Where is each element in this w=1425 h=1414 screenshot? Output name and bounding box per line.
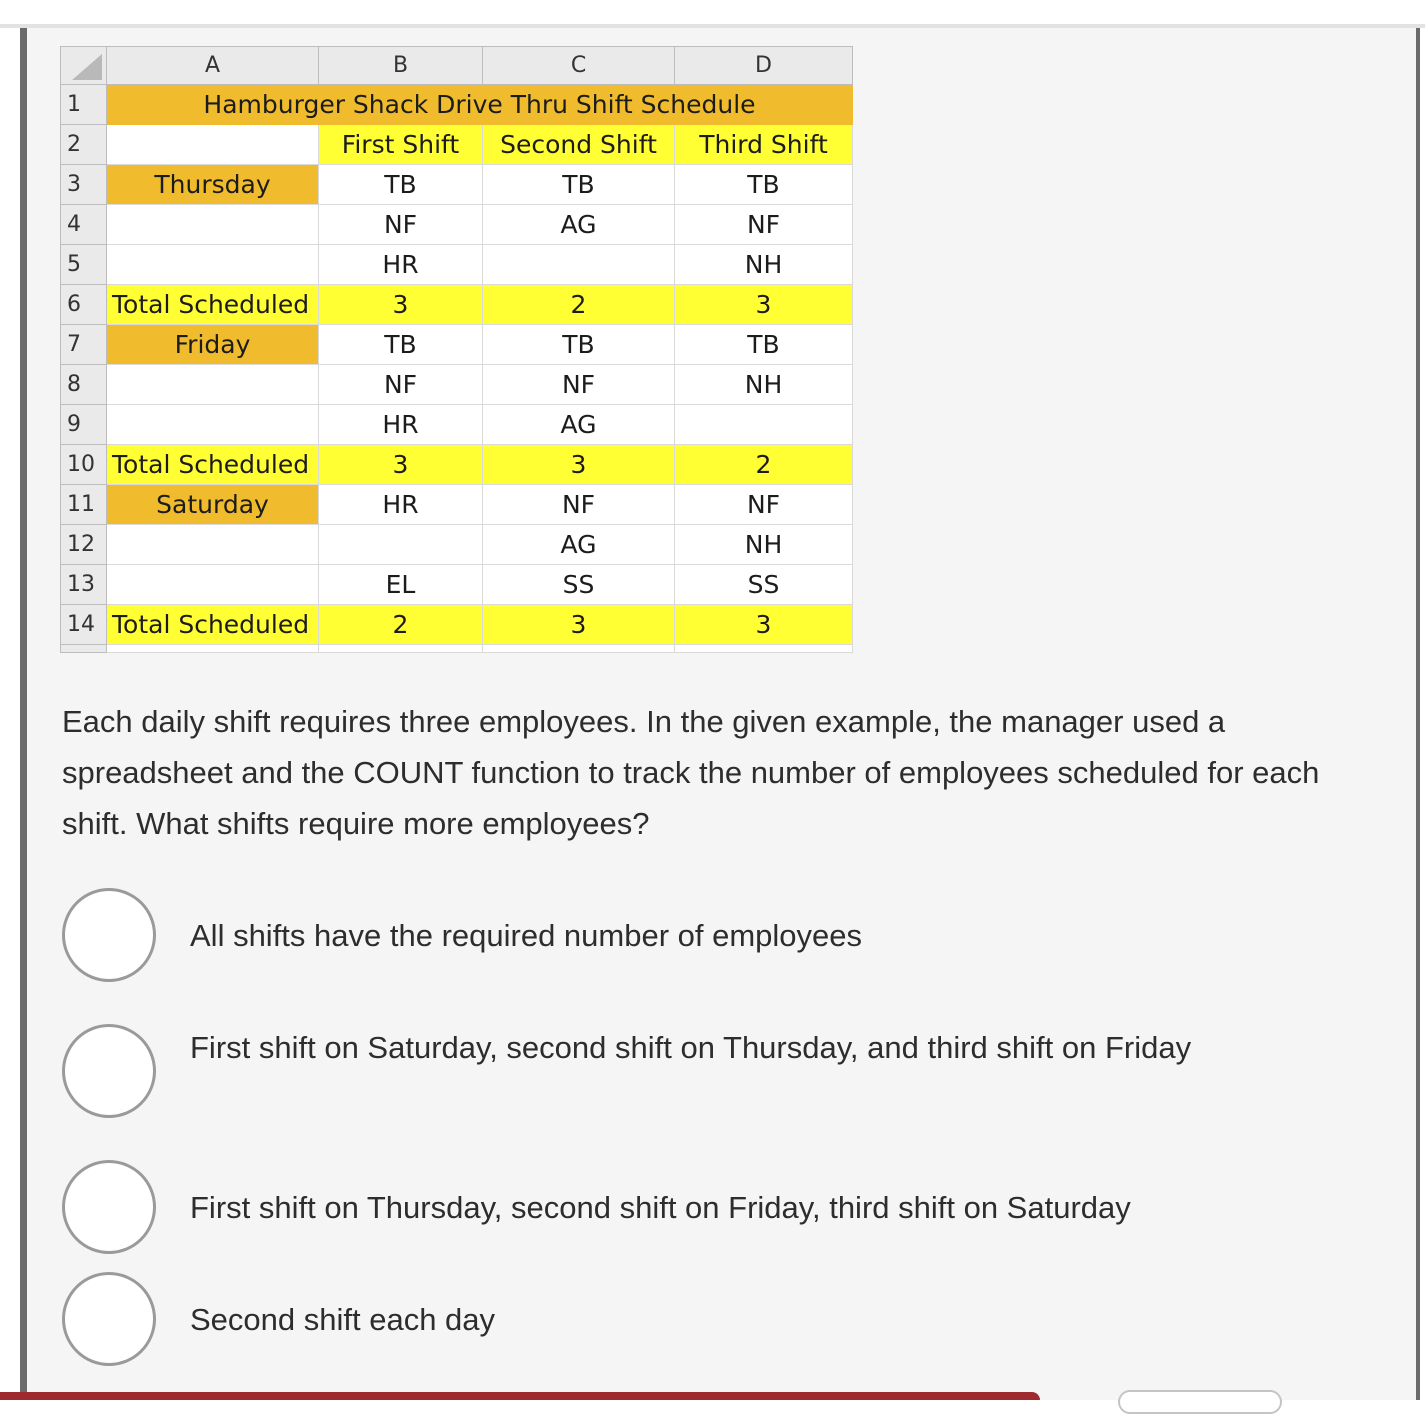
schedule-cell: TB	[483, 325, 675, 365]
schedule-cell: TB	[675, 165, 853, 205]
schedule-cell: TB	[483, 165, 675, 205]
sheet-row-7	[61, 325, 853, 365]
schedule-cell: SS	[483, 565, 675, 605]
empty-cell	[107, 365, 319, 405]
question-text: Each daily shift requires three employees. In the given example, the manager used a spreadsheet and the COUNT function to track the number of employees scheduled for each shift. What shifts require more employees?	[62, 704, 1320, 841]
sheet-row-3	[61, 165, 853, 205]
total-cell: 2	[483, 285, 675, 325]
total-cell: 3	[483, 605, 675, 645]
row-number: 7	[61, 325, 107, 365]
schedule-cell: NF	[319, 365, 483, 405]
empty-cell	[319, 645, 483, 653]
radio-button-option-1[interactable]	[62, 888, 156, 982]
total-cell: 3	[483, 445, 675, 485]
schedule-cell: HR	[319, 485, 483, 525]
empty-cell	[675, 645, 853, 653]
total-scheduled-label: Total Scheduled	[107, 605, 319, 645]
sheet-row-13	[61, 565, 853, 605]
total-cell: 2	[675, 445, 853, 485]
schedule-cell: TB	[319, 165, 483, 205]
total-cell: 3	[319, 445, 483, 485]
day-label-thursday: Thursday	[107, 165, 319, 205]
sheet-row-1	[61, 85, 853, 125]
radio-button-option-3[interactable]	[62, 1160, 156, 1254]
sheet-row-8	[61, 365, 853, 405]
sheet-row-11	[61, 485, 853, 525]
empty-cell	[107, 565, 319, 605]
sheet-row-9	[61, 405, 853, 445]
total-cell: 3	[675, 285, 853, 325]
empty-cell	[483, 645, 675, 653]
row-number: 2	[61, 125, 107, 165]
row-number-partial	[61, 645, 107, 653]
row-number: 9	[61, 405, 107, 445]
row-number: 11	[61, 485, 107, 525]
row-number: 10	[61, 445, 107, 485]
schedule-cell: EL	[319, 565, 483, 605]
schedule-cell: TB	[675, 325, 853, 365]
schedule-cell	[675, 405, 853, 445]
sheet-row-2	[61, 125, 853, 165]
row-number: 5	[61, 245, 107, 285]
option-label-1[interactable]: All shifts have the required number of employees	[190, 918, 863, 953]
column-header-row	[61, 47, 853, 85]
row-number: 13	[61, 565, 107, 605]
sheet-row-5	[61, 245, 853, 285]
schedule-cell: AG	[483, 525, 675, 565]
select-all-corner	[61, 47, 107, 85]
total-scheduled-label: Total Scheduled	[107, 445, 319, 485]
schedule-cell: AG	[483, 405, 675, 445]
schedule-cell: NF	[675, 485, 853, 525]
total-cell: 3	[319, 285, 483, 325]
column-header-a: A	[107, 47, 319, 85]
sheet-row-14	[61, 605, 853, 645]
row-number: 14	[61, 605, 107, 645]
schedule-cell: NH	[675, 525, 853, 565]
header-third-shift: Third Shift	[675, 125, 853, 165]
sheet-row-4	[61, 205, 853, 245]
row-number: 3	[61, 165, 107, 205]
sheet-row-6	[61, 285, 853, 325]
option-label-3[interactable]: First shift on Thursday, second shift on Friday, third shift on Saturday	[190, 1190, 1131, 1225]
empty-cell	[107, 245, 319, 285]
option-label-2[interactable]: First shift on Saturday, second shift on Thursday, and third shift on Friday	[190, 1030, 1192, 1065]
select-all-triangle-icon	[72, 54, 102, 80]
row-number: 8	[61, 365, 107, 405]
sheet-row-partial	[61, 645, 853, 653]
schedule-cell	[319, 525, 483, 565]
schedule-cell: NF	[483, 485, 675, 525]
total-cell: 3	[675, 605, 853, 645]
empty-cell	[107, 405, 319, 445]
header-first-shift: First Shift	[319, 125, 483, 165]
schedule-cell	[483, 245, 675, 285]
schedule-cell: HR	[319, 245, 483, 285]
radio-button-option-2[interactable]	[62, 1024, 156, 1118]
row-number: 4	[61, 205, 107, 245]
day-label-friday: Friday	[107, 325, 319, 365]
schedule-cell: NF	[483, 365, 675, 405]
column-header-c: C	[483, 47, 675, 85]
total-scheduled-label: Total Scheduled	[107, 285, 319, 325]
sheet-row-12	[61, 525, 853, 565]
sheet-row-10	[61, 445, 853, 485]
row-number: 1	[61, 85, 107, 125]
empty-cell	[107, 525, 319, 565]
column-header-d: D	[675, 47, 853, 85]
schedule-title-cell: Hamburger Shack Drive Thru Shift Schedule	[107, 85, 853, 125]
schedule-cell: TB	[319, 325, 483, 365]
schedule-cell: HR	[319, 405, 483, 445]
bottom-pill-button[interactable]	[1118, 1390, 1282, 1414]
row-number: 6	[61, 285, 107, 325]
header-second-shift: Second Shift	[483, 125, 675, 165]
option-label-4[interactable]: Second shift each day	[190, 1302, 496, 1337]
row-number: 12	[61, 525, 107, 565]
schedule-cell: NF	[675, 205, 853, 245]
total-cell: 2	[319, 605, 483, 645]
schedule-cell: NH	[675, 245, 853, 285]
empty-cell	[107, 205, 319, 245]
schedule-cell: NF	[319, 205, 483, 245]
schedule-cell: NH	[675, 365, 853, 405]
column-header-b: B	[319, 47, 483, 85]
empty-cell	[107, 645, 319, 653]
empty-cell	[107, 125, 319, 165]
shift-schedule-spreadsheet	[60, 46, 853, 653]
day-label-saturday: Saturday	[107, 485, 319, 525]
radio-button-option-4[interactable]	[62, 1272, 156, 1366]
bottom-action-bar[interactable]	[0, 1392, 1040, 1400]
schedule-cell: SS	[675, 565, 853, 605]
schedule-cell: AG	[483, 205, 675, 245]
